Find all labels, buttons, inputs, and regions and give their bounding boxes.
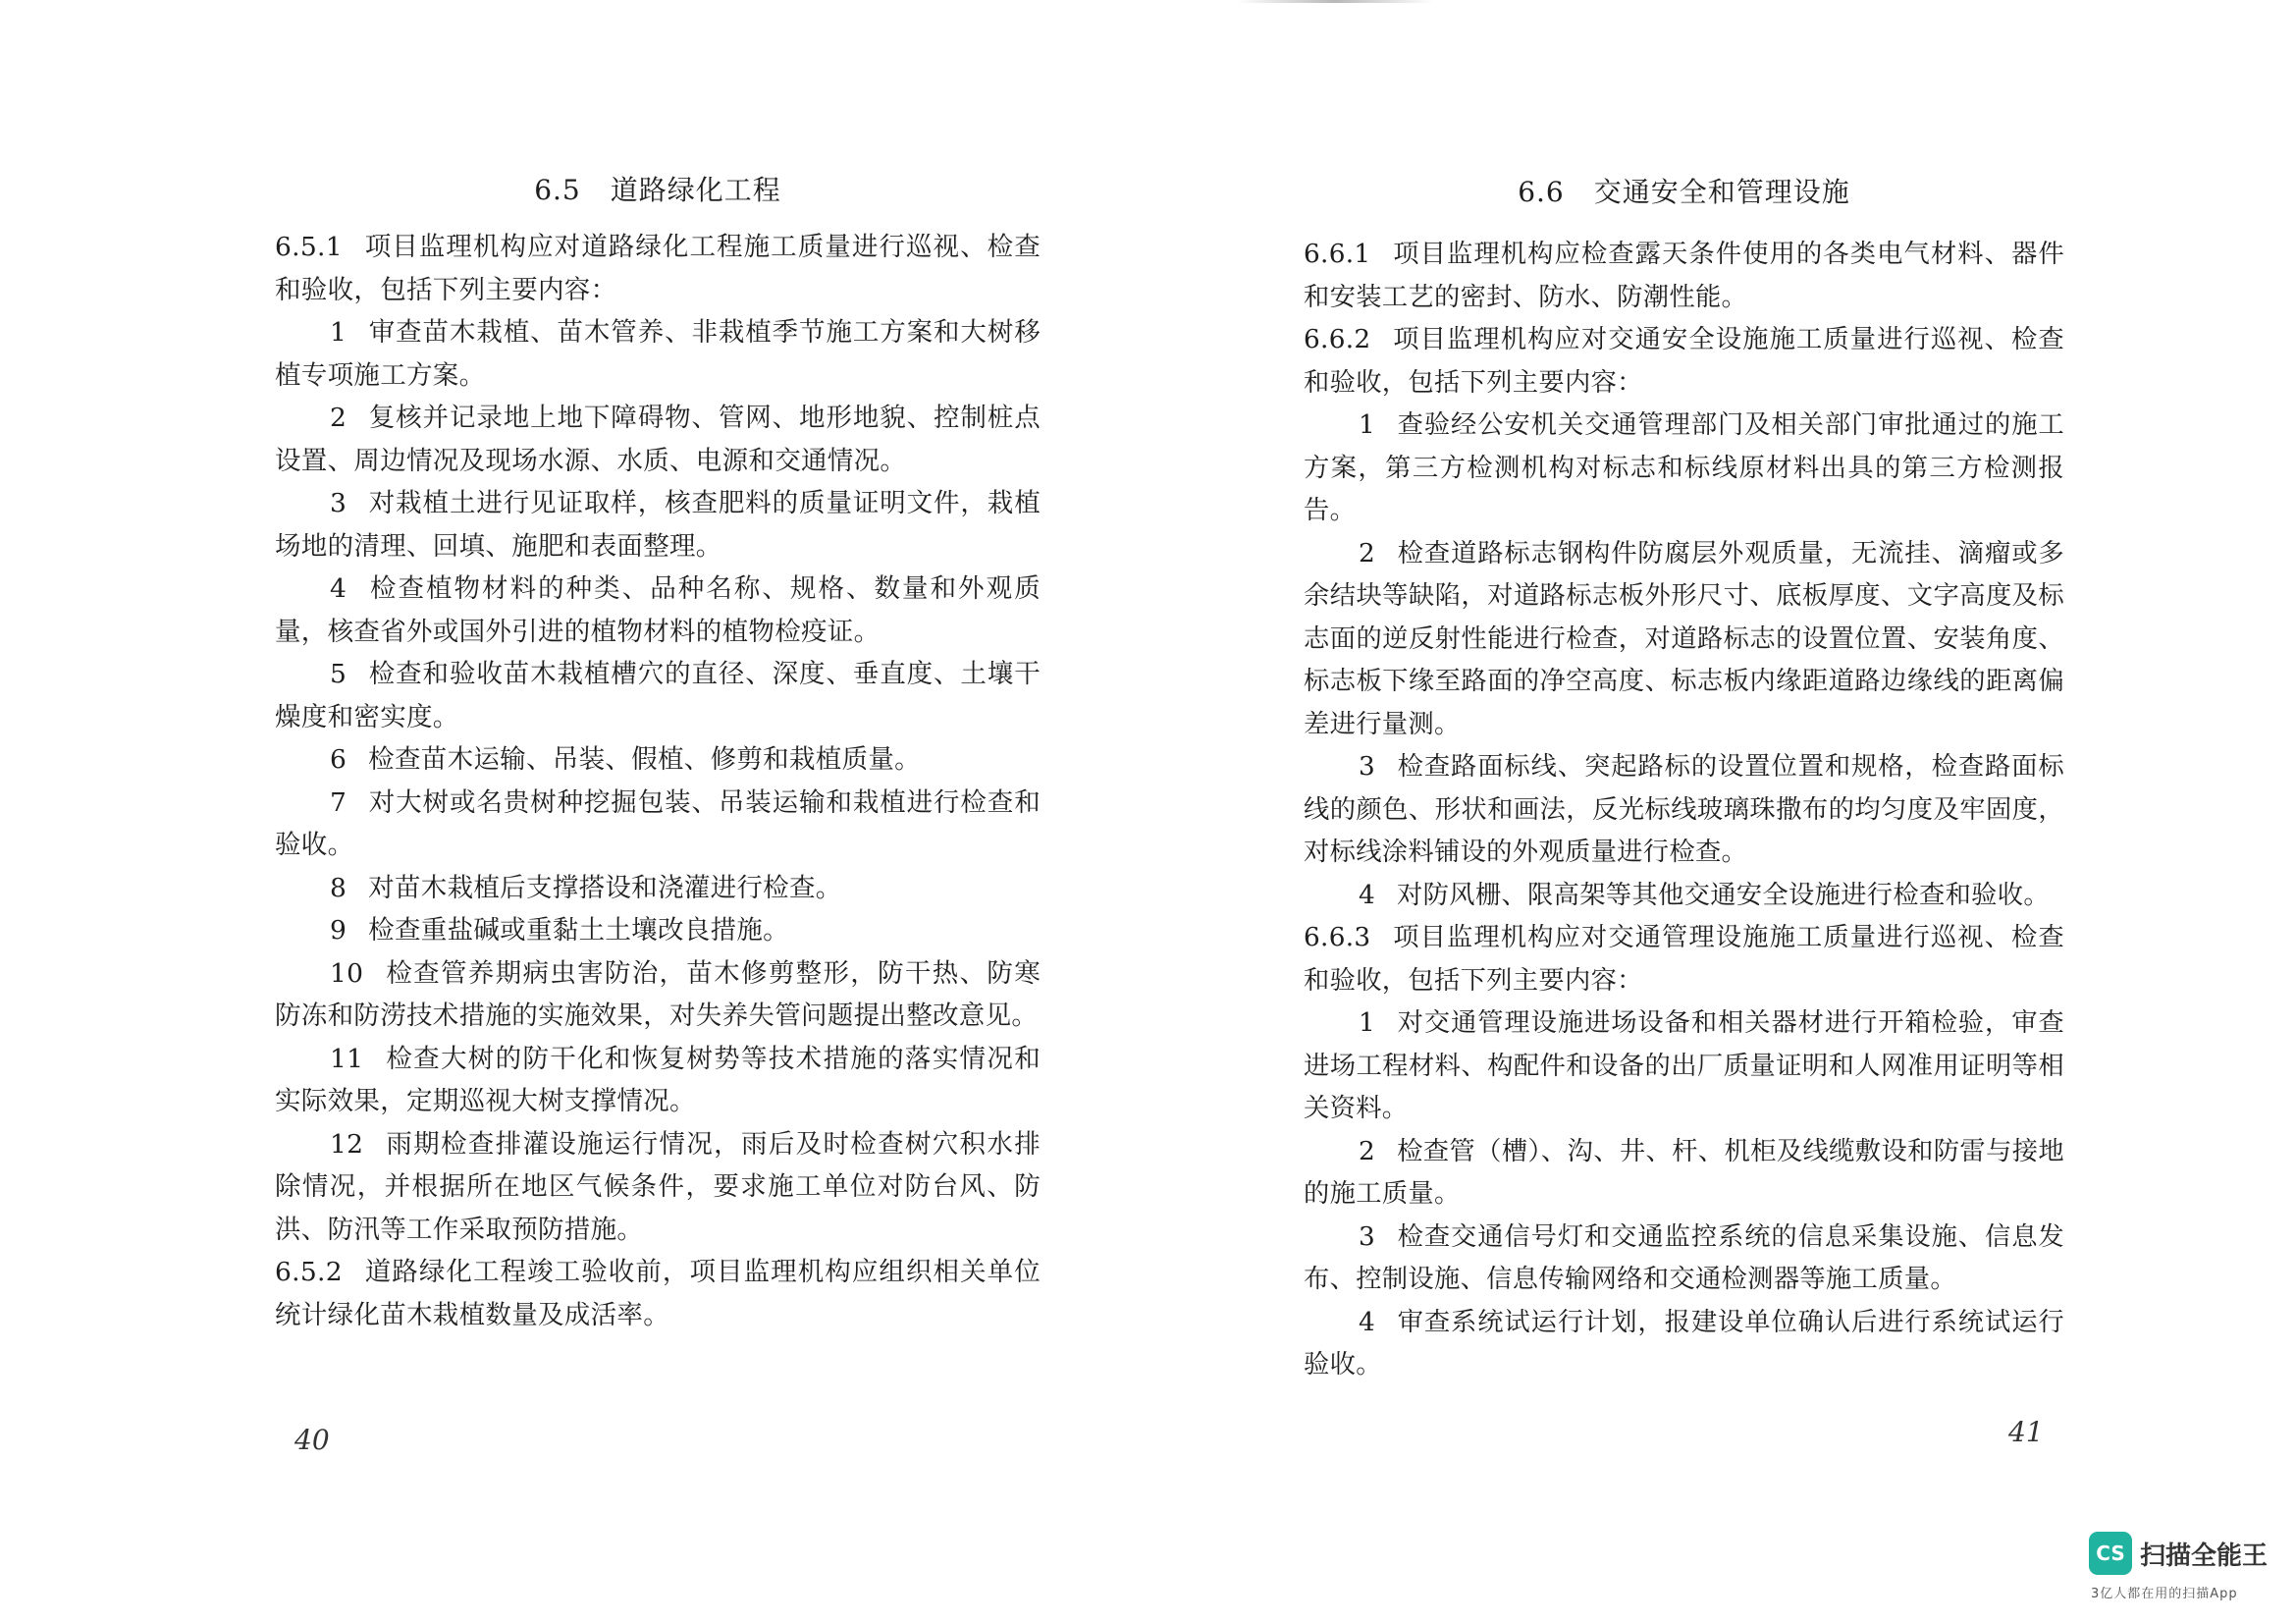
item-text: 雨期检查排灌设施运行情况，雨后及时检查树穴积水排除情况，并根据所在地区气候条件，要求施工单位对防台风、防洪、防汛等工作采取预防措施。 [275, 1128, 1041, 1245]
clause-text: 项目监理机构应对道路绿化工程施工质量进行巡视、检查和验收，包括下列主要内容： [275, 232, 1041, 305]
list-item [275, 909, 1041, 952]
item-text: 检查和验收苗木栽植槽穴的直径、深度、垂直度、土壤干燥度和密实度。 [275, 659, 1041, 732]
list-item [275, 482, 1041, 568]
list-item [275, 397, 1041, 482]
item-text: 检查植物材料的种类、品种名称、规格、数量和外观质量，核查省外或国外引进的植物材料的植物检疫证。 [275, 573, 1041, 647]
clause-6-6-1 [1304, 234, 2064, 319]
item-text: 检查路面标线、突起路标的设置位置和规格，检查路面标线的颜色、形状和画法，反光标线玻璃珠撒布的均匀度及牢固度，对标线涂料铺设的外观质量进行检查。 [1304, 752, 2064, 867]
item-text: 对栽植土进行见证取样，核查肥料的质量证明文件，栽植场地的清理、回填、施肥和表面整理。 [275, 488, 1041, 562]
list-item [1304, 1217, 2064, 1302]
app-name: 扫描全能王 [2140, 1542, 2269, 1571]
item-text: 检查苗木运输、吊装、假植、修剪和栽植质量。 [368, 744, 921, 775]
list-item [275, 653, 1041, 738]
item-number: 2 [1359, 1136, 1376, 1166]
item-number: 10 [330, 957, 364, 989]
clause-number: 6.6.3 [1304, 923, 1371, 952]
section-heading-6-5 [275, 171, 1041, 210]
page-number-right: 41 [2008, 1416, 2044, 1448]
list-item [1304, 1302, 2064, 1387]
clause-text: 项目监理机构应对交通管理设施施工质量进行巡视、检查和验收，包括下列主要内容： [1304, 923, 2064, 996]
item-text: 复核并记录地上地下障碍物、管网、地形地貌、控制桩点设置、周边情况及现场水源、水质、电源和交通情况。 [275, 403, 1041, 476]
item-number: 9 [330, 915, 347, 946]
item-number: 4 [1359, 1307, 1376, 1337]
list-item [275, 311, 1041, 397]
item-text: 对交通管理设施进场设备和相关器材进行开箱检验，审查进场工程材料、构配件和设备的出厂质量证明和人网准用证明等相关资料。 [1304, 1008, 2064, 1123]
item-number: 12 [330, 1128, 364, 1160]
item-text: 对大树或名贵树种挖掘包装、吊装运输和栽植进行检查和验收。 [275, 786, 1041, 860]
item-number: 11 [330, 1043, 364, 1074]
app-tagline: 3亿人都在用的扫描App [2091, 1587, 2238, 1601]
right-page [1304, 0, 2064, 1623]
item-number: 6 [330, 744, 347, 775]
item-text: 查验经公安机关交通管理部门及相关部门审批通过的施工方案，第三方检测机构对标志和标线原材料出具的第三方检测报告。 [1304, 410, 2064, 525]
clause-number: 6.6.2 [1304, 325, 1371, 354]
item-text: 检查交通信号灯和交通监控系统的信息采集设施、信息发布、控制设施、信息传输网络和交通检测器等施工质量。 [1304, 1221, 2064, 1294]
list-item [275, 1038, 1041, 1123]
item-number: 3 [1359, 752, 1376, 782]
item-text: 对苗木栽植后支撑搭设和浇灌进行检查。 [368, 872, 842, 903]
item-number: 2 [330, 403, 347, 433]
item-number: 4 [330, 573, 347, 604]
item-number: 3 [330, 488, 347, 518]
clause-number: 6.5.2 [275, 1257, 343, 1287]
clause-6-5-2 [275, 1251, 1041, 1336]
camscanner-logo-icon: CS [2089, 1532, 2132, 1575]
item-text: 检查道路标志钢构件防腐层外观质量，无流挂、滴瘤或多余结块等缺陷，对道路标志板外形尺寸、底板厚度、文字高度及标志面的逆反射性能进行检查，对道路标志的设置位置、安装角度、标志板下缘至路面的净空高度、标志板内缘距道路边缘线的距离偏差进行量测。 [1304, 538, 2064, 739]
list-item [1304, 875, 2064, 918]
section-number: 6.6 [1518, 176, 1565, 208]
item-number: 1 [330, 317, 347, 348]
clause-text: 项目监理机构应对交通安全设施施工质量进行巡视、检查和验收，包括下列主要内容： [1304, 325, 2064, 398]
clause-6-5-1 [275, 226, 1041, 311]
clause-6-6-3 [1304, 917, 2064, 1002]
item-text: 检查管（槽）、沟、井、杆、机柜及线缆敷设和防雷与接地的施工质量。 [1304, 1136, 2064, 1209]
right-page-body [1304, 234, 2064, 1387]
list-item [275, 952, 1041, 1038]
item-number: 2 [1359, 538, 1376, 568]
item-text: 审查苗木栽植、苗木管养、非栽植季节施工方案和大树移植专项施工方案。 [275, 317, 1041, 391]
scanner-watermark [2089, 1532, 2285, 1610]
section-title: 道路绿化工程 [610, 174, 781, 206]
item-number: 8 [330, 872, 347, 903]
list-item [1304, 1002, 2064, 1131]
item-text: 检查大树的防干化和恢复树势等技术措施的落实情况和实际效果，定期巡视大树支撑情况。 [275, 1043, 1041, 1116]
left-page [275, 0, 1041, 1623]
left-page-body [275, 226, 1041, 1336]
page-number-left: 40 [294, 1424, 330, 1456]
item-number: 7 [330, 786, 347, 818]
list-item [275, 738, 1041, 782]
section-number: 6.5 [534, 174, 581, 206]
item-text: 检查管养期病虫害防治，苗木修剪整形，防干热、防寒防冻和防涝技术措施的实施效果，对失养失管问题提出整改意见。 [275, 957, 1041, 1031]
clause-number: 6.6.1 [1304, 240, 1371, 269]
list-item [275, 867, 1041, 910]
item-text: 对防风栅、限高架等其他交通安全设施进行检查和验收。 [1397, 880, 2050, 910]
list-item [275, 782, 1041, 867]
item-number: 1 [1359, 410, 1376, 440]
item-number: 3 [1359, 1221, 1376, 1252]
clause-text: 道路绿化工程竣工验收前，项目监理机构应组织相关单位统计绿化苗木栽植数量及成活率。 [275, 1257, 1041, 1330]
list-item [1304, 746, 2064, 875]
clause-6-6-2 [1304, 319, 2064, 405]
list-item [275, 568, 1041, 653]
clause-text: 项目监理机构应检查露天条件使用的各类电气材料、器件和安装工艺的密封、防水、防潮性能。 [1304, 240, 2064, 312]
item-number: 4 [1359, 880, 1376, 910]
section-heading-6-6 [1304, 173, 2064, 212]
list-item [1304, 1131, 2064, 1217]
list-item [1304, 405, 2064, 533]
list-item [1304, 533, 2064, 747]
item-text: 审查系统试运行计划，报建设单位确认后进行系统试运行验收。 [1304, 1307, 2064, 1380]
item-number: 1 [1359, 1008, 1376, 1038]
section-title: 交通安全和管理设施 [1593, 176, 1850, 208]
item-number: 5 [330, 659, 347, 689]
list-item [275, 1123, 1041, 1252]
item-text: 检查重盐碱或重黏土土壤改良措施。 [368, 915, 789, 946]
clause-number: 6.5.1 [275, 232, 343, 262]
